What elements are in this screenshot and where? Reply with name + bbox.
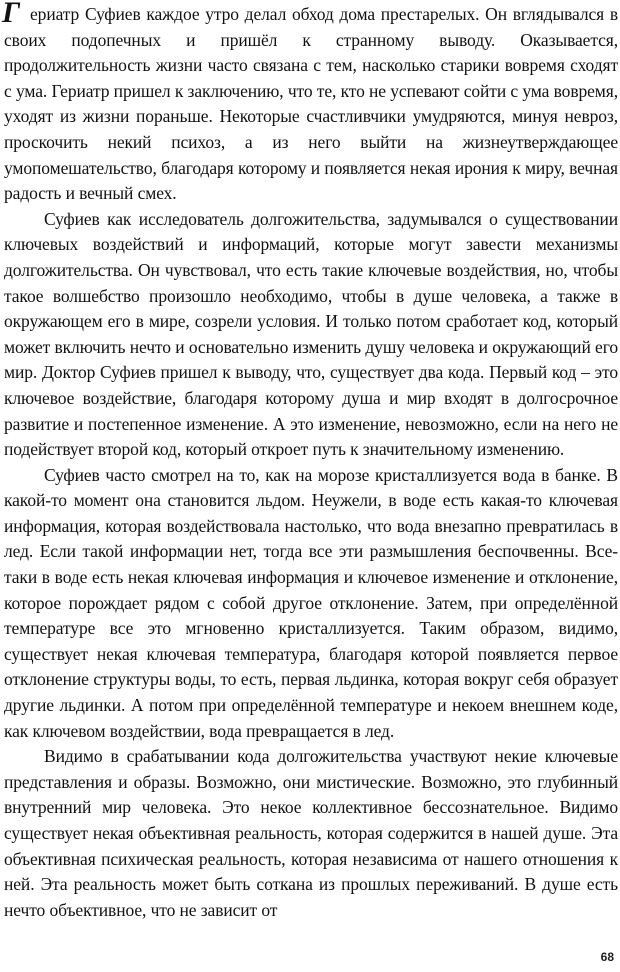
paragraph-4: Видимо в срабатывании кода долгожительства участвуют некие ключевые представления и образы. Возможно, они мистические. Возможно, это глубинный внутренний мир человека. Это некое коллективное бессознательное. Видимо существует некая объективная реальность, которая содержится в нашей душе. Эта объективная психическая реальность, которая независима от нашего отношения к ней. Эта реальность может быть соткана из прошлых переживаний. В душе есть нечто объективное, что не зависит от [4, 746, 618, 920]
paragraph-1: ериатр Суфиев каждое утро делал обход дома престарелых. Он вглядывался в своих подопечных и пришёл к странному выводу. Оказывается, продолжительность жизни часто связана с тем, насколько старики вовремя сходят с ума. Гериатр пришел к заключению, что те, кто не успевают сойти с ума вовремя, уходят из жизни пораньше. Некоторые счастливчики умудряются, минуя невроз, проскочить некий психоз, а из него выйти на жизнеутверждающее умопомешательство, благодаря которому и появляется некая ирония к миру, вечная радость и вечный смех. [4, 4, 618, 204]
paragraph-2: Суфиев как исследователь долгожительства, задумывался о существовании ключевых воздействий и информаций, которые могут завести механизмы долгожительства. Он чувствовал, что есть такие ключевые воздействия, но, чтобы такое волшебство произошло необходимо, чтобы в душе человека, а также в окружающем его в мире, созрели условия. И только потом сработает код, который может включить нечто и основательно изменить душу человека и окружающий его мир. Доктор Суфиев пришел к выводу, что, существует два кода. Первый код – это ключевое воздействие, благодаря которому душа и мир входят в долгосрочное развитие и постепенное изменение. А это изменение, невозможно, если на него не подействует второй код, который откроет путь к значительному изменению. [4, 208, 618, 460]
drop-cap-letter: Г [2, 0, 21, 29]
paragraph-3: Суфиев часто смотрел на то, как на морозе кристаллизуется вода в банке. В какой-то момент она становится льдом. Неужели, в воде есть какая-то ключевая информация, которая воздействовала настолько, что вода внезапно превратилась в лед. Если такой информации нет, тогда все эти размышления беспочвенны. Все-таки в воде есть некая ключевая информация и ключевое изменение и отклонение, которое порождает рядом с собой другое отклонение. Затем, при определённой температуре все это мгновенно кристаллизуется. Таким образом, видимо, существует некая ключевая температура, благодаря которой появляется первое отклонение структуры воды, то есть, первая льдинка, которая вокруг себя образует другие льдинки. А потом при определённой температуре и некоем внешнем коде, как ключевом воздействии, вода превращается в лед. [4, 464, 618, 741]
body-text [4, 2, 618, 923]
page-number: 68 [600, 950, 614, 964]
